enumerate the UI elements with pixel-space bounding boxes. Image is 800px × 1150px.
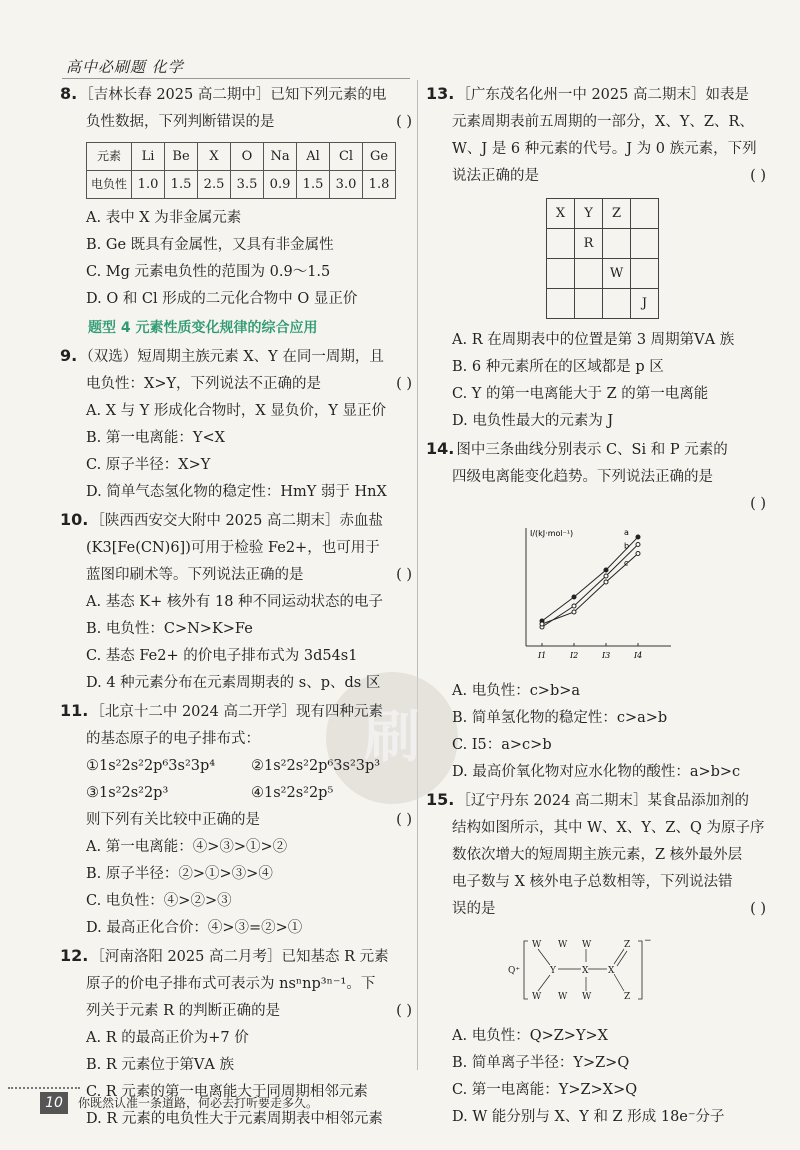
svg-text:W: W (582, 940, 592, 950)
left-column (60, 80, 412, 1133)
table-cell: 3.0 (330, 171, 363, 199)
header-rule (62, 78, 410, 79)
q12-option-c[interactable]: C. R 元素的第一电离能大于同周期相邻元素 (86, 1084, 368, 1100)
svg-text:X: X (582, 966, 589, 976)
q10-option-d[interactable]: D. 4 种元素分布在元素周期表的 s、p、ds 区 (86, 675, 381, 691)
table-cell: Na (264, 143, 297, 171)
q9-option-c[interactable]: C. 原子半径：X>Y (86, 457, 211, 473)
table-cell: Al (297, 143, 330, 171)
svg-text:−: − (644, 936, 652, 946)
q8-stem-2: 负性数据，下列判断错误的是 (86, 114, 275, 130)
q8-option-c[interactable]: C. Mg 元素电负性的范围为 0.9～1.5 (86, 264, 331, 280)
table-cell: Y (575, 199, 603, 229)
table-cell (547, 229, 575, 259)
q13-stem-3: W、J 是 6 种元素的代号。J 为 0 族元素，下列 (452, 141, 757, 157)
q10-option-c[interactable]: C. 基态 Fe2+ 的价电子排布式为 3d54s1 (86, 648, 358, 664)
q11-option-d[interactable]: D. 最高正化合价：④>③=②>① (86, 920, 303, 936)
right-column (426, 80, 766, 1131)
q12-stem-1: ［河南洛阳 2025 高二月考］已知基态 R 元素 (90, 949, 389, 965)
table-cell: 电负性 (87, 171, 132, 199)
q15-option-c[interactable]: C. 第一电离能：Y>Z>X>Q (452, 1082, 638, 1098)
q13-option-b[interactable]: B. 6 种元素所在的区域都是 p 区 (452, 359, 664, 375)
q11-config-3: ③1s²2s²2p³ (86, 785, 169, 801)
q13-answer-blank[interactable]: ( ) (750, 168, 766, 184)
data-point-b (572, 604, 576, 608)
q8-stem-1: ［吉林长春 2025 高二期中］已知下列元素的电 (79, 87, 387, 103)
table-cell: 0.9 (264, 171, 297, 199)
q14-answer-blank[interactable]: ( ) (750, 496, 766, 512)
q9-number: 9. (60, 346, 78, 365)
q11-answer-blank[interactable]: ( ) (396, 812, 412, 828)
q11-stem-3: 则下列有关比较中正确的是 (86, 812, 260, 828)
table-cell: X (547, 199, 575, 229)
table-cell: Ge (363, 143, 396, 171)
q9-answer-blank[interactable]: ( ) (396, 376, 412, 392)
x-tick-label: I4 (634, 651, 643, 660)
q14-stem-1: 图中三条曲线分别表示 C、Si 和 P 元素的 (456, 442, 728, 458)
molecular-structure-diagram (506, 929, 656, 1009)
q15-stem-2: 结构如图所示，其中 W、X、Y、Z、Q 为原子序 (452, 820, 765, 836)
q11-option-c[interactable]: C. 电负性：④>②>③ (86, 893, 232, 909)
table-header-row (87, 143, 396, 171)
electronegativity-table (86, 142, 396, 199)
svg-text:Q⁺: Q⁺ (508, 966, 521, 976)
table-cell (575, 289, 603, 319)
q14-option-b[interactable]: B. 简单氢化物的稳定性：c>a>b (452, 710, 668, 726)
table-cell: 1.5 (165, 171, 198, 199)
table-cell: Be (165, 143, 198, 171)
q11-config-2: ②1s²2s²2p⁶3s²3p³ (251, 758, 381, 774)
q13-option-d[interactable]: D. 电负性最大的元素为 J (452, 413, 614, 429)
q10-answer-blank[interactable]: ( ) (396, 567, 412, 583)
footer-motto: 你既然认准一条道路，何必去打听要走多久。 (78, 1096, 319, 1110)
q15-number: 15. (426, 790, 455, 809)
q12-option-d[interactable]: D. R 元素的电负性大于元素周期表中相邻元素 (86, 1111, 383, 1127)
data-point-a (604, 568, 608, 572)
q12-number: 12. (60, 946, 89, 965)
q10-number: 10. (60, 510, 89, 529)
q15-stem-3: 数依次增大的短周期主族元素，Z 核外最外层 (452, 847, 743, 863)
q9-option-d[interactable]: D. 简单气态氢化物的稳定性：HmY 弱于 HnX (86, 484, 387, 500)
question-13 (426, 80, 766, 435)
svg-text:Y: Y (550, 966, 556, 976)
table-cell: 1.8 (363, 171, 396, 199)
table-cell (631, 199, 659, 229)
q13-option-a[interactable]: A. R 在周期表中的位置是第 3 周期第ⅤA 族 (452, 332, 735, 348)
svg-text:Z: Z (624, 940, 631, 950)
q8-answer-blank[interactable]: ( ) (396, 114, 412, 130)
q14-stem-2: 四级电离能变化趋势。下列说法正确的是 (452, 469, 713, 485)
table-cell: 1.5 (297, 171, 330, 199)
table-cell (547, 259, 575, 289)
table-cell: 3.5 (231, 171, 264, 199)
data-point-c (604, 580, 608, 584)
q14-option-c[interactable]: C. I5：a>c>b (452, 737, 552, 753)
q11-option-a[interactable]: A. 第一电离能：④>③>①>② (86, 839, 288, 855)
table-cell (631, 259, 659, 289)
q9-option-a[interactable]: A. X 与 Y 形成化合物时，X 显负价，Y 显正价 (86, 403, 387, 419)
q12-option-b[interactable]: B. R 元素位于第ⅤA 族 (86, 1057, 234, 1073)
q10-stem-1: ［陕西西安交大附中 2025 高二期末］赤血盐 (90, 513, 383, 529)
question-10 (60, 506, 412, 697)
question-9 (60, 342, 412, 506)
table-cell: R (575, 229, 603, 259)
q13-stem-4: 说法正确的是 (452, 168, 539, 184)
q11-option-b[interactable]: B. 原子半径：②>①>③>④ (86, 866, 273, 882)
data-point-c (572, 610, 576, 614)
q15-option-b[interactable]: B. 简单离子半径：Y>Z>Q (452, 1055, 630, 1071)
table-cell (631, 229, 659, 259)
watermark-logo: 刷 (326, 672, 458, 804)
table-row (87, 171, 396, 199)
q8-option-a[interactable]: A. 表中 X 为非金属元素 (86, 210, 242, 226)
data-point-a (572, 595, 576, 599)
running-header: 高中必刷题 化学 (66, 58, 184, 76)
section-title: 题型 4 元素性质变化规律的综合应用 (88, 320, 318, 336)
q10-stem-3: 蓝图印刷术等。下列说法正确的是 (86, 567, 304, 583)
q13-option-c[interactable]: C. Y 的第一电离能大于 Z 的第一电离能 (452, 386, 709, 402)
q8-option-d[interactable]: D. O 和 Cl 形成的二元化合物中 O 显正价 (86, 291, 358, 307)
table-cell (603, 229, 631, 259)
q12-answer-blank[interactable]: ( ) (396, 1003, 412, 1019)
series-label-b: b (624, 541, 630, 551)
q8-number: 8. (60, 84, 78, 103)
svg-text:W: W (532, 940, 542, 950)
q8-option-b[interactable]: B. Ge 既具有金属性，又具有非金属性 (86, 237, 334, 253)
table-cell: 元素 (87, 143, 132, 171)
table-cell (603, 289, 631, 319)
q13-stem-1: ［广东茂名化州一中 2025 高二期末］如表是 (456, 87, 749, 103)
table-cell: Cl (330, 143, 363, 171)
table-cell: X (198, 143, 231, 171)
data-point-c (540, 622, 544, 626)
q10-option-a[interactable]: A. 基态 K+ 核外有 18 种不同运动状态的电子 (86, 594, 384, 610)
series-label-c: c (624, 558, 629, 568)
table-cell (547, 289, 575, 319)
q10-option-b[interactable]: B. 电负性：C>N>K>Fe (86, 621, 253, 637)
svg-text:W: W (532, 992, 542, 1002)
q10-stem-2: (K3[Fe(CN)6])可用于检验 Fe2+，也可用于 (86, 540, 380, 556)
series-line-b (542, 545, 638, 628)
q9-option-b[interactable]: B. 第一电离能：Y<X (86, 430, 225, 446)
q9-stem-2: 电负性：X>Y，下列说法不正确的是 (86, 376, 322, 392)
q15-option-a[interactable]: A. 电负性：Q>Z>Y>X (452, 1028, 608, 1044)
q14-option-a[interactable]: A. 电负性：c>b>a (452, 683, 581, 699)
y-axis-label: I/(kJ·mol⁻¹) (530, 529, 574, 538)
x-tick-label: I1 (538, 651, 547, 660)
table-cell: O (231, 143, 264, 171)
data-point-a (636, 535, 640, 539)
series-label-a: a (624, 528, 629, 537)
q11-stem-2: 的基态原子的电子排布式： (86, 731, 260, 747)
ionization-energy-chart (506, 524, 676, 664)
question-14 (426, 435, 766, 786)
question-15 (426, 786, 766, 1131)
periodic-table-fragment (546, 198, 659, 319)
table-cell: 1.0 (132, 171, 165, 199)
table-cell: J (631, 289, 659, 319)
svg-text:W: W (582, 992, 592, 1002)
q15-option-d[interactable]: D. W 能分别与 X、Y 和 Z 形成 18e⁻分子 (452, 1109, 725, 1125)
svg-text:W: W (558, 940, 568, 950)
q14-option-d[interactable]: D. 最高价氧化物对应水化物的酸性：a>b>c (452, 764, 741, 780)
table-cell: Li (132, 143, 165, 171)
q15-answer-blank[interactable]: ( ) (750, 901, 766, 917)
footer-dots (8, 1087, 80, 1089)
question-8 (60, 80, 412, 313)
svg-text:X: X (608, 966, 615, 976)
q12-stem-3: 列关于元素 R 的判断正确的是 (86, 1003, 281, 1019)
x-tick-label: I3 (602, 651, 611, 660)
page-number: 10 (40, 1092, 68, 1114)
table-cell (575, 259, 603, 289)
table-cell: 2.5 (198, 171, 231, 199)
q15-stem-5: 误的是 (452, 901, 496, 917)
q15-stem-1: ［辽宁丹东 2024 高二期末］某食品添加剂的 (456, 793, 749, 809)
data-point-b (636, 543, 640, 547)
data-point-b (604, 574, 608, 578)
q9-stem-1: （双选）短周期主族元素 X、Y 在同一周期，且 (79, 349, 384, 365)
q15-stem-4: 电子数与 X 核外电子总数相等，下列说法错 (452, 874, 733, 890)
question-11 (60, 697, 412, 942)
q13-number: 13. (426, 84, 455, 103)
table-cell: W (603, 259, 631, 289)
svg-text:W: W (558, 992, 568, 1002)
q12-stem-2: 原子的价电子排布式可表示为 nsⁿnp³ⁿ⁻¹。下 (86, 976, 376, 992)
x-tick-label: I2 (570, 651, 579, 660)
q12-option-a[interactable]: A. R 的最高正价为+7 价 (86, 1030, 249, 1046)
data-point-c (636, 552, 640, 556)
column-divider (417, 80, 418, 1070)
q14-number: 14. (426, 439, 455, 458)
svg-text:Z: Z (624, 992, 631, 1002)
table-cell: Z (603, 199, 631, 229)
q11-stem-1: ［北京十二中 2024 高二开学］现有四种元素 (90, 704, 383, 720)
q11-number: 11. (60, 701, 89, 720)
q11-config-4: ④1s²2s²2p⁵ (251, 785, 334, 801)
q13-stem-2: 元素周期表前五周期的一部分，X、Y、Z、R、 (452, 114, 754, 130)
q11-config-1: ①1s²2s²2p⁶3s²3p⁴ (86, 758, 216, 774)
